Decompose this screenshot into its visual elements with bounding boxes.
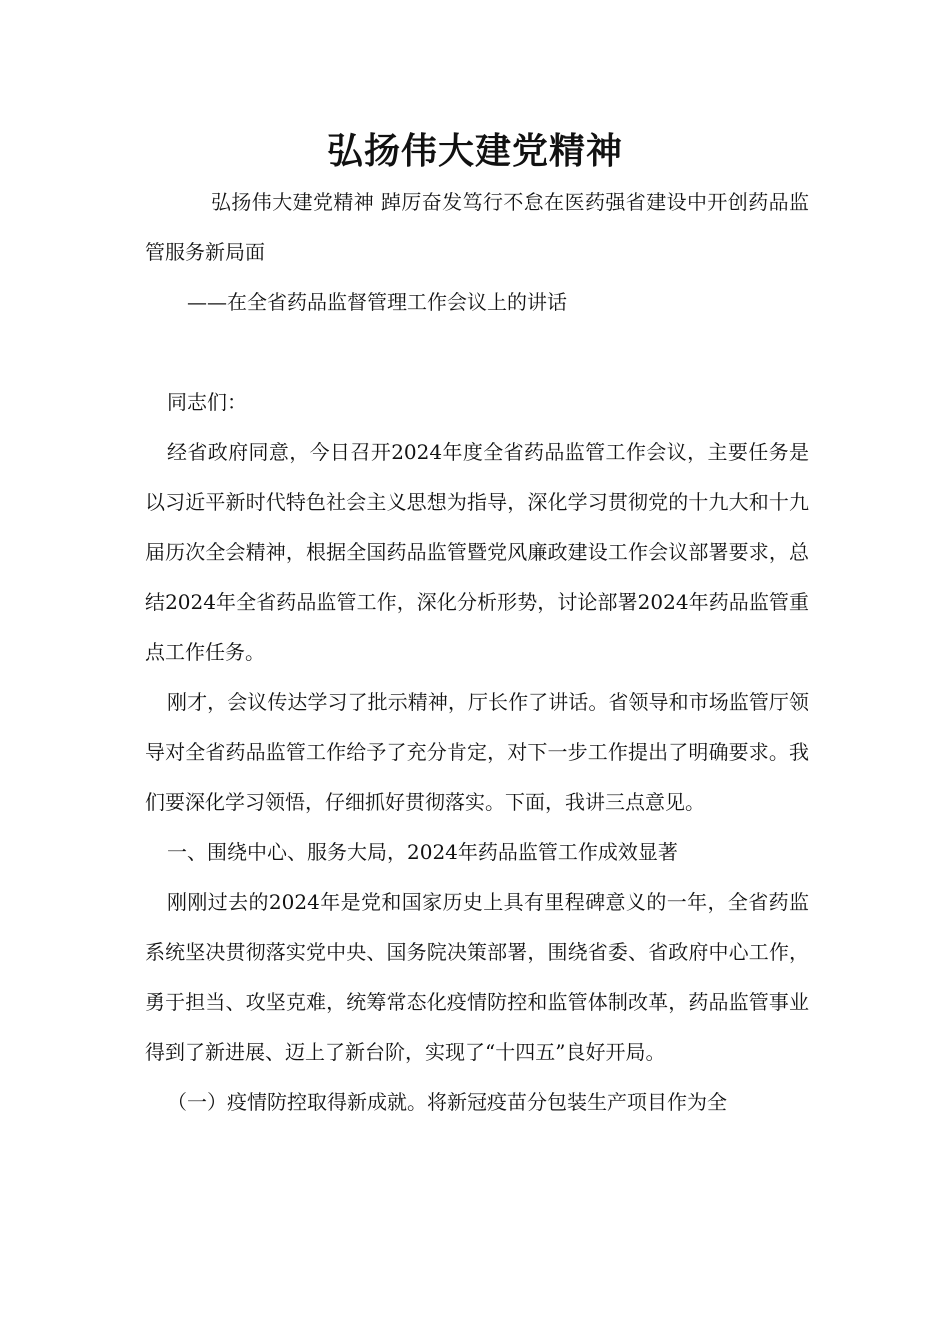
salutation: 同志们： <box>167 390 247 414</box>
section-paragraph: 刚刚过去的2024年是党和国家历史上具有里程碑意义的一年，全省药监系统坚决贯彻落实党中央、国务院决策部署，围绕省委、省政府中心工作，勇于担当、攻坚克难，统筹常态化疫情防控和监管体制改革，药品监管事业得到了新进展、迈上了新台阶，实现了“十四五”良好开局。 <box>145 890 809 1064</box>
paragraph-opening: 经省政府同意，今日召开2024年度全省药品监管工作会议，主要任务是以习近平新时代特色社会主义思想为指导，深化学习贯彻党的十九大和十九届历次全会精神，根据全国药品监管暨党风廉政建设工作会议部署要求，总结2024年全省药品监管工作，深化分析形势，讨论部署2024年药品监管重点工作任务。 <box>145 440 809 664</box>
paragraph-meeting-summary: 刚才，会议传达学习了批示精神，厅长作了讲话。省领导和市场监管厅领导对全省药品监管工作给予了充分肯定，对下一步工作提出了明确要求。我们要深化学习领悟，仔细抓好贯彻落实。下面，我讲三点意见。 <box>145 690 809 814</box>
document-title: 弘扬伟大建党精神 <box>326 131 623 172</box>
document-subtitle: 弘扬伟大建党精神 踔厉奋发笃行不怠在医药强省建设中开创药品监管服务新局面 <box>145 190 809 264</box>
section-heading: 一、围绕中心、服务大局，2024年药品监管工作成效显著 <box>167 840 678 864</box>
blank-line <box>145 327 809 377</box>
document-body <box>145 177 809 1127</box>
document-byline: ——在全省药品监督管理工作会议上的讲话 <box>187 290 567 314</box>
subsection-start: （一）疫情防控取得新成就。将新冠疫苗分包装生产项目作为全 <box>167 1090 727 1114</box>
